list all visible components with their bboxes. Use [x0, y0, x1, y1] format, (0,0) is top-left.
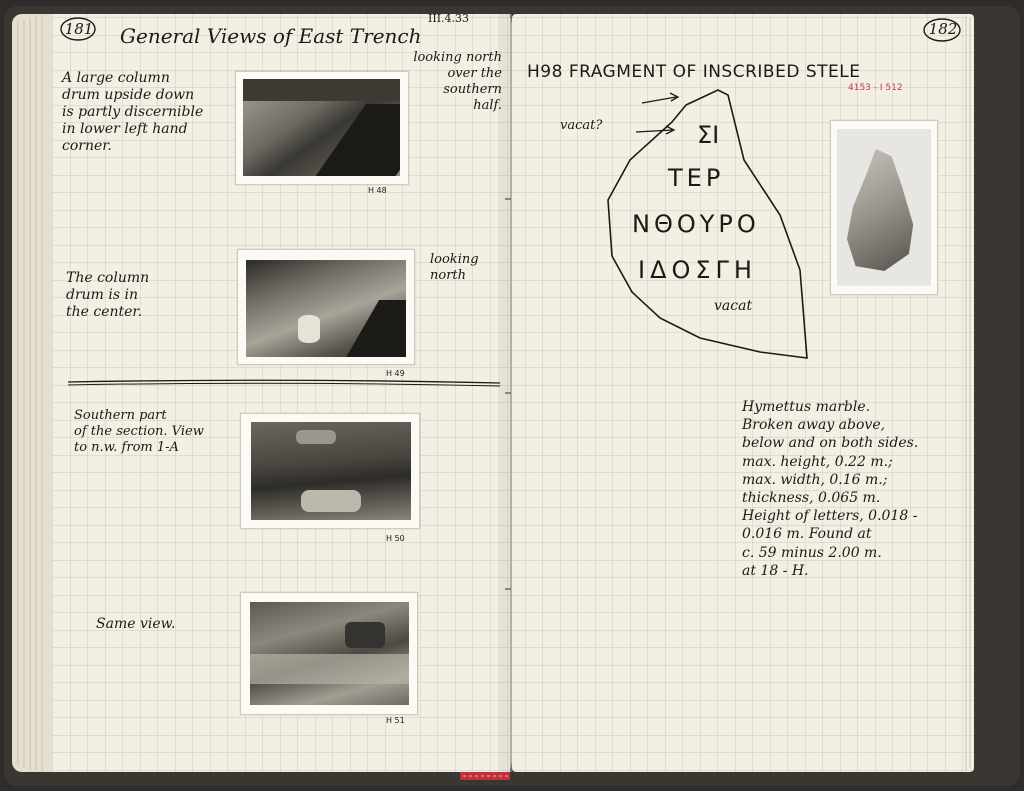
right-page-number: 182 [928, 20, 958, 38]
same-view-photo [250, 602, 409, 705]
inscription-line-1: ΣΙ [697, 121, 720, 149]
entry-4-note: Same view. [96, 616, 176, 632]
entry-1-side-note: looking north over the southern half. [413, 50, 502, 113]
photo-h51 [240, 592, 418, 715]
photo-label-h50: H 50 [386, 534, 405, 543]
photo-label-h51: H 51 [386, 716, 405, 725]
stele-photo [830, 120, 938, 295]
vacat-bottom-label: vacat [714, 298, 753, 314]
photo-h48 [235, 71, 409, 185]
photo-h49 [237, 249, 415, 365]
entry-3-note: Southern part of the section. View to n.w. from 1-A [74, 408, 204, 455]
column-drum-photo [246, 260, 406, 357]
entry-1-note: A large column drum upside down is partly discernible in lower left hand corner. [62, 70, 204, 155]
inventory-number: 4153 - I 512 [848, 83, 903, 93]
vacat-top-label: vacat? [560, 118, 603, 133]
stele-fragment-image [837, 129, 931, 286]
entry-2-side-note: looking north [430, 252, 479, 283]
left-page-number: 181 [64, 20, 94, 38]
right-page-title: H98 FRAGMENT OF INSCRIBED STELE [527, 62, 861, 82]
inscription-line-4: ΙΔΟΣΓΗ [638, 256, 757, 284]
inscription-line-3: ΝΘΟΥΡΟ [632, 210, 760, 238]
photo-label-h48: H 48 [368, 186, 387, 195]
photo-h50 [240, 413, 420, 529]
left-page-date: III.4.33 [428, 12, 470, 25]
fragment-description: Hymettus marble. Broken away above, below and on both sides. max. height, 0.22 m.; max. width, 0.16 m.; thickness, 0.065 m. Height of letters, 0.018 - 0.016 m. Found at c. 59 minus 2.00 m. at 18 - H. [742, 399, 919, 579]
trench-north-photo [243, 79, 400, 176]
inscription-line-2: ΤΕΡ [668, 164, 725, 192]
photo-label-h49: H 49 [386, 369, 405, 378]
southern-section-photo [251, 422, 411, 520]
entry-2-note: The column drum is in the center. [66, 270, 150, 321]
left-page-title: General Views of East Trench [120, 24, 422, 48]
